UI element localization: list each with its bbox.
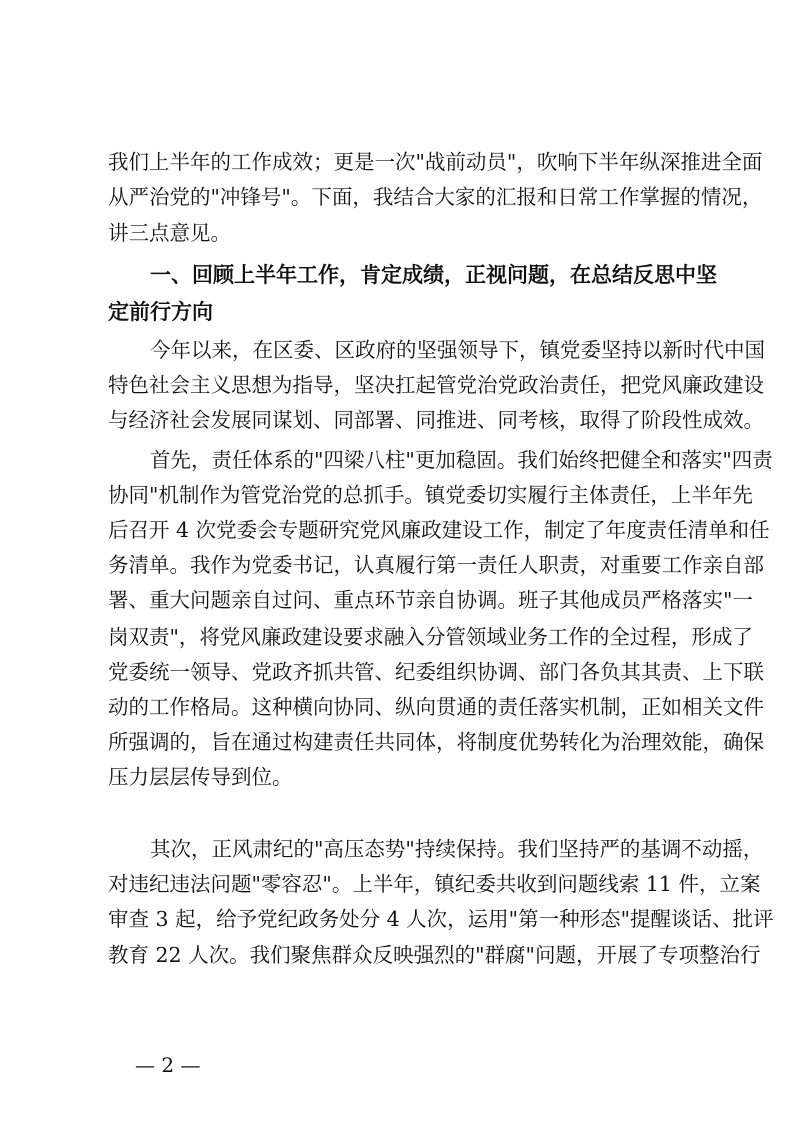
- paragraph-line: 讲三点意见。: [108, 221, 231, 245]
- paragraph-line: 教育 22 人次。我们聚焦群众反映强烈的"群腐"问题，开展了专项整治行: [108, 943, 761, 967]
- paragraph-line: 首先，责任体系的"四梁八柱"更加稳固。我们始终把健全和落实"四责: [150, 448, 773, 472]
- paragraph-line: 动的工作格局。这种横向协同、纵向贯通的责任落实机制，正如相关文件: [108, 695, 764, 719]
- paragraph-line: 我们上半年的工作成效；更是一次"战前动员"，吹响下半年纵深推进全面: [108, 150, 763, 174]
- paragraph-line: 其次，正风肃纪的"高压态势"持续保持。我们坚持严的基调不动摇，: [150, 837, 764, 861]
- paragraph-line: 岗双责"，将党风廉政建设要求融入分管领域业务工作的全过程，形成了: [108, 625, 753, 649]
- paragraph-line: 后召开 4 次党委会专题研究党风廉政建设工作，制定了年度责任清单和任: [108, 518, 770, 542]
- paragraph-line: 压力层层传导到位。: [108, 765, 293, 789]
- paragraph-line: 协同"机制作为管党治党的总抓手。镇党委切实履行主体责任，上半年先: [108, 483, 753, 507]
- paragraph-line: 审查 3 起，给予党纪政务处分 4 人次，运用"第一种形态"提醒谈话、批评: [108, 907, 774, 931]
- page-number: — 2 —: [135, 1053, 201, 1077]
- paragraph-line: 务清单。我作为党委书记，认真履行第一责任人职责，对重要工作亲自部: [108, 553, 764, 577]
- section-heading-line: 定前行方向: [108, 300, 213, 324]
- paragraph-line: 与经济社会发展同谋划、同部署、同推进、同考核，取得了阶段性成效。: [108, 408, 764, 432]
- section-heading-line: 一、回顾上半年工作，肯定成绩，正视问题，在总结反思中坚: [150, 263, 717, 287]
- paragraph-line: 党委统一领导、党政齐抓共管、纪委组织协调、部门各负其其责、上下联: [108, 660, 764, 684]
- paragraph-line: 署、重大问题亲自过问、重点环节亲自协调。班子其他成员严格落实"一: [108, 588, 753, 612]
- paragraph-line: 从严治党的"冲锋号"。下面，我结合大家的汇报和日常工作掌握的情况，: [108, 185, 763, 209]
- paragraph-line: 所强调的，旨在通过构建责任共同体，将制度优势转化为治理效能，确保: [108, 730, 764, 754]
- paragraph-line: 对违纪违法问题"零容忍"。上半年，镇纪委共收到问题线索 11 件，立案: [108, 872, 761, 896]
- paragraph-line: 今年以来，在区委、区政府的坚强领导下，镇党委坚持以新时代中国: [150, 338, 765, 362]
- paragraph-line: 特色社会主义思想为指导，坚决扛起管党治党政治责任，把党风廉政建设: [108, 373, 764, 397]
